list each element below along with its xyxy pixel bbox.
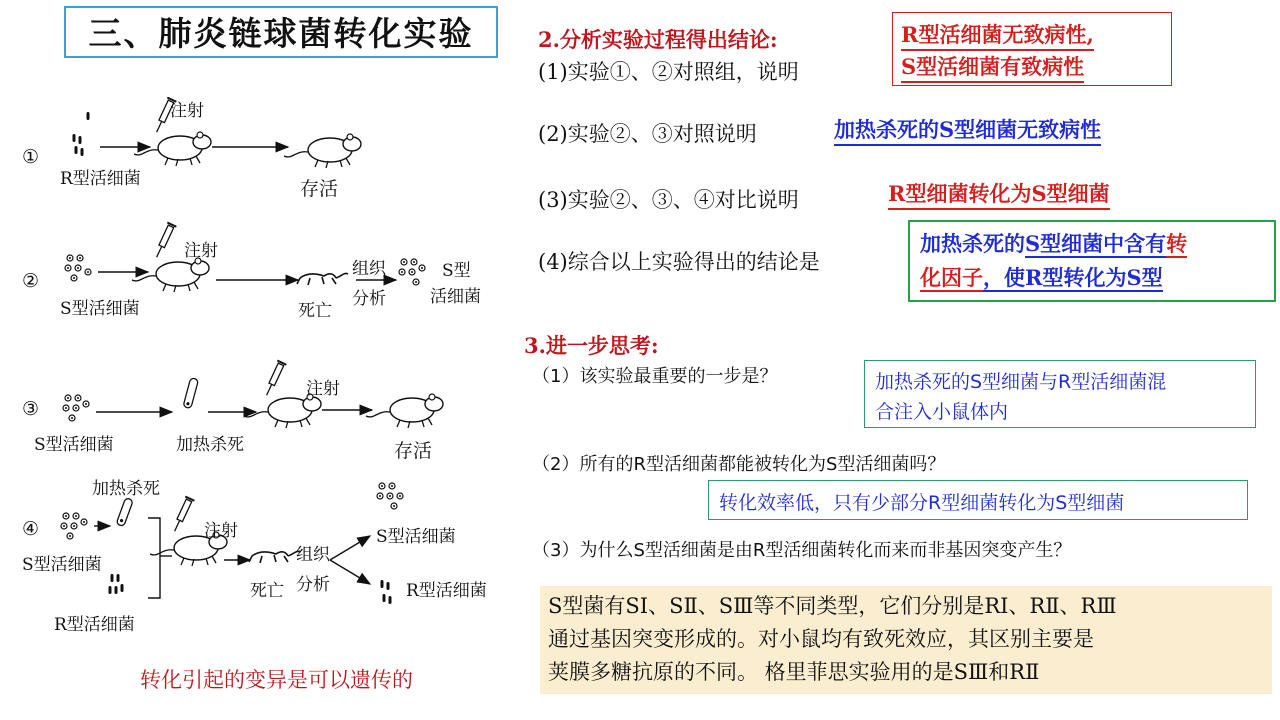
experiment-2-inject-label: 注射: [184, 241, 218, 261]
experiment-2-recovered-label-2: 活细菌: [430, 287, 481, 307]
experiment-1-number: ①: [22, 146, 40, 168]
thinking-answer-2: 转化效率低，只有少部分R型细菌转化为S型细菌: [719, 492, 1125, 514]
experiment-4-r-bacteria-label: R型活细菌: [54, 615, 135, 635]
experiment-2-tissue-label-1: 组织: [352, 259, 386, 279]
experiment-2-bacteria-label: S型活细菌: [60, 299, 140, 319]
explanation-line-3: 荚膜多糖抗原的不同。 格里菲思实验用的是SⅢ和RⅡ: [548, 660, 1040, 684]
experiment-3-number: ③: [22, 398, 40, 420]
slide-title: 三、肺炎链球菌转化实验: [64, 6, 498, 58]
experiment-4-death-label: 死亡: [250, 581, 284, 601]
experiment-1-inject-label: 注射: [170, 101, 204, 121]
analysis-answer-1-box: [892, 12, 1172, 86]
experiment-3-result-label: 存活: [394, 440, 433, 462]
experiment-4-heat-label: 加热杀死: [92, 479, 160, 499]
answer-4-red-1: 转: [1166, 231, 1188, 256]
thinking-answer-1-box: [864, 360, 1256, 428]
explanation-note: [540, 586, 1272, 694]
thinking-answer-2-box: [708, 480, 1248, 520]
thinking-question-1: （1）该实验最重要的一步是？: [532, 366, 778, 387]
analysis-question-4: (4)综合以上实验得出的结论是: [538, 250, 820, 274]
experiment-3-heat-label: 加热杀死: [176, 435, 244, 455]
experiment-3-bacteria-label: S型活细菌: [34, 435, 114, 455]
experiment-2-death-label: 死亡: [298, 301, 332, 321]
experiment-2-number: ②: [22, 270, 40, 292]
experiment-4-tissue-label-2: 分析: [296, 575, 330, 595]
analysis-answer-3: R型细菌转化为S型细菌: [888, 178, 1110, 210]
experiment-4-out-r-label: R型活细菌: [406, 581, 487, 601]
explanation-line-2: 通过基因突变形成的。对小鼠均有致死效应，其区别主要是: [548, 627, 1094, 651]
answer-4-mid: S型细菌中含有: [1025, 231, 1167, 256]
analysis-answer-1-line-2: S型活细菌有致病性: [901, 51, 1084, 83]
explanation-line-1: S型菌有SI、SⅡ、SⅢ等不同类型，它们分别是RI、RⅡ、RⅢ: [548, 594, 1117, 618]
experiment-4-number: ④: [22, 518, 40, 540]
experiment-1-bacteria-label: R型活细菌: [60, 169, 141, 189]
thinking-heading: 3.进一步思考:: [524, 333, 659, 358]
answer-4-pre: 加热杀死的: [920, 231, 1025, 256]
experiment-2-tissue-label-2: 分析: [352, 289, 386, 309]
experiment-3-graphic: [63, 361, 443, 428]
analysis-answer-4-box: [908, 220, 1276, 302]
answer-4-post: ，使R型转化为S型: [983, 265, 1163, 290]
experiment-3-inject-label: 注射: [306, 379, 340, 399]
answer-4-red-2: 化因子: [920, 265, 983, 290]
analysis-answer-4-line-1: [920, 228, 1187, 258]
thinking-answer-1-line-1: 加热杀死的S型细菌与R型活细菌混: [875, 371, 1167, 393]
experiment-4-out-s-label: S型活细菌: [376, 527, 456, 547]
thinking-answer-1-line-2: 合注入小鼠体内: [875, 401, 1009, 423]
experiment-4-s-bacteria-label: S型活细菌: [22, 555, 102, 575]
analysis-question-2: (2)实验②、③对照说明: [538, 122, 757, 146]
analysis-answer-2: 加热杀死的S型细菌无致病性: [834, 114, 1101, 146]
thinking-question-2: （2）所有的R型活细菌都能被转化为S型活细菌吗？: [532, 454, 946, 475]
heredity-note: 转化引起的变异是可以遗传的: [140, 668, 413, 692]
analysis-question-3: (3)实验②、③、④对比说明: [538, 188, 799, 212]
analysis-heading: 2.分析实验过程得出结论:: [538, 27, 778, 52]
experiment-4-graphic: [61, 483, 403, 604]
experiment-2-recovered-label-1: S型: [442, 261, 471, 281]
analysis-answer-4-line-2: [920, 262, 1163, 292]
analysis-question-1: (1)实验①、②对照组，说明: [538, 60, 799, 84]
analysis-answer-1-line-1: R型活细菌无致病性,: [901, 19, 1094, 51]
experiment-4-tissue-label-1: 组织: [296, 545, 330, 565]
experiment-4-inject-label: 注射: [204, 521, 238, 541]
thinking-question-3: （3）为什么S型活细菌是由R型活细菌转化而来而非基因突变产生？: [532, 540, 1072, 561]
experiment-1-result-label: 存活: [300, 178, 339, 200]
experiment-1-graphic: [73, 98, 362, 168]
